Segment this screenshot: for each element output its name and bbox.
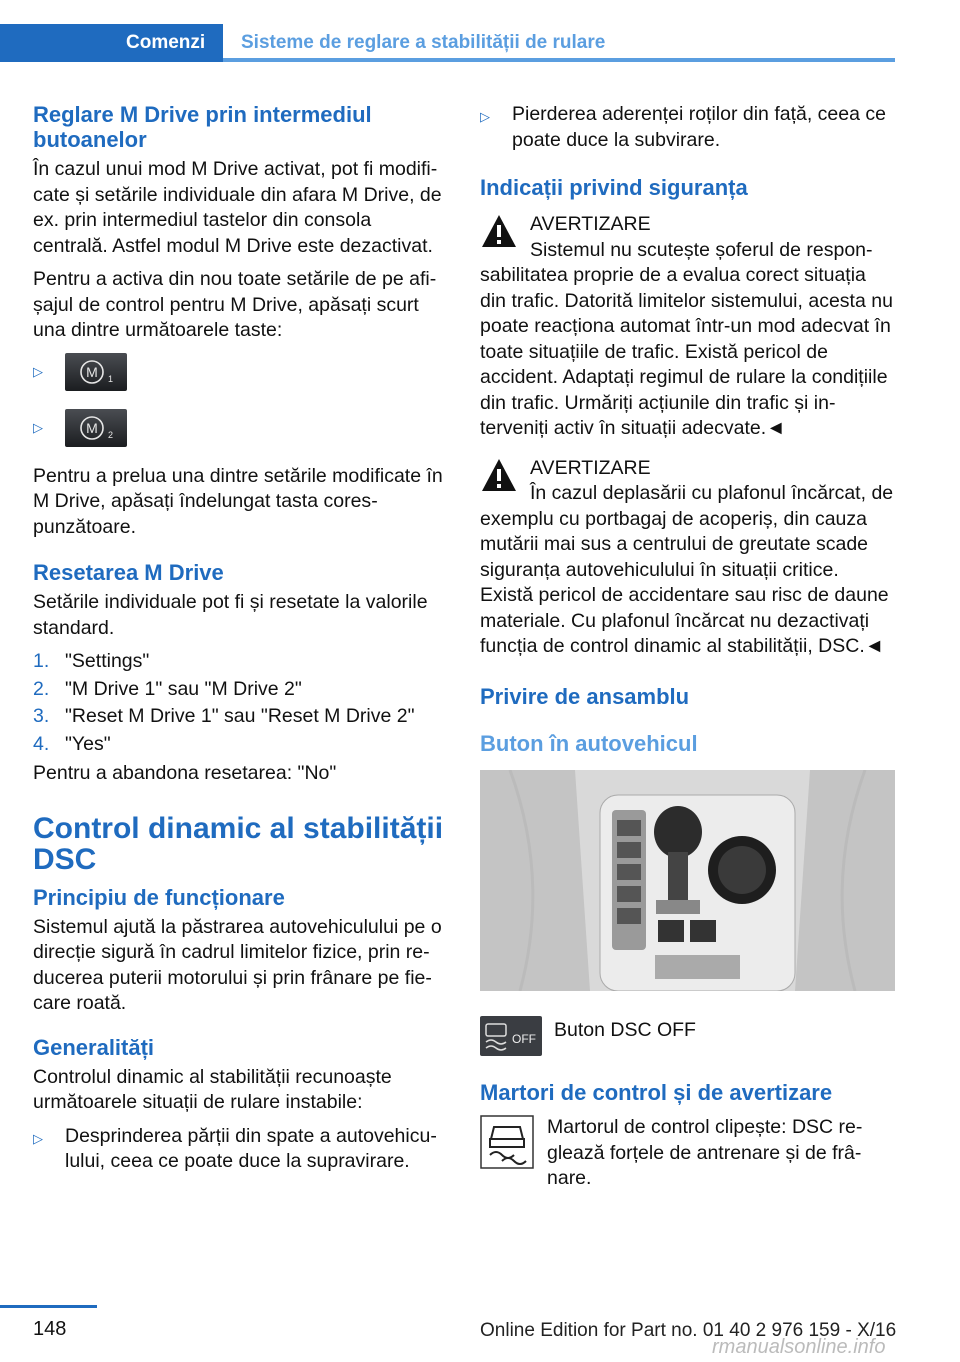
dsc-warning-lamp-icon xyxy=(480,1115,534,1169)
heading-buton: Buton în autovehicul xyxy=(480,730,698,756)
page-number: 148 xyxy=(33,1318,67,1340)
heading-generalitati: Generalități xyxy=(33,1034,155,1060)
paragraph: Pentru a activa din nou toate setările de pe afișajul de control pentru M Drive, apăsați scurt una dintre următoarele taste: xyxy=(33,268,437,341)
bullet-triangle-icon: ▷ xyxy=(480,109,490,124)
heading-privire: Privire de ansamblu xyxy=(480,683,690,709)
svg-text:M: M xyxy=(86,419,98,436)
warning-lamp-text: Martorul de control clipește: DSC reglează forțele de antrenare și de frânare. xyxy=(547,1116,863,1189)
reset-steps-list xyxy=(33,649,449,757)
warning-box xyxy=(480,456,896,660)
warning-title: AVERTIZARE xyxy=(530,213,651,235)
list-item: ▷ Desprinderea părții din spate a autovehiculului, ceea ce poate duce la supravirare. xyxy=(33,1124,449,1175)
right-column xyxy=(480,102,896,1192)
bullet-triangle-icon: ▷ xyxy=(33,363,43,379)
paragraph: Setările individuale pot fi și resetate la valorile standard. xyxy=(33,591,428,639)
warning-body: Sistemul nu scutește șoferul de responsabilitatea proprie de a evalua corect situația din trafic. Datorită limitelor sistemului, acesta nu poate reacționa automat într-un mod adecvat în toate situațiile de trafic. Există pericol de accident. Adaptați regimul de rulare la condițiile din trafic. Urmăriți acțiunile din trafic și interveniți activ în situații adecvate.◄ xyxy=(480,238,893,439)
edition-footer: Online Edition for Part no. 01 40 2 976 159 - X/16 xyxy=(480,1320,897,1341)
warning-triangle-icon xyxy=(480,212,518,250)
section-tab xyxy=(0,24,223,62)
heading-principiu: Principiu de funcționare xyxy=(33,884,285,910)
m1-button-icon xyxy=(65,353,127,391)
warning-title: AVERTIZARE xyxy=(530,456,651,479)
page-header xyxy=(0,24,895,62)
heading-reglare: Reglare M Drive prin intermediul butoanelor xyxy=(33,102,372,152)
paragraph: Pentru a prelua una dintre setările modificate în M Drive, apăsați îndelungat tasta corespunzătoare. xyxy=(33,464,443,538)
paragraph: Controlul dinamic al stabilității recunoaște următoarele situații de rulare instabile: xyxy=(33,1065,392,1113)
bullet-triangle-icon: ▷ xyxy=(33,419,43,435)
list-item: 2. "M Drive 1" sau "M Drive 2" xyxy=(33,677,302,700)
paragraph: În cazul unui mod M Drive activat, pot fi modificate și setările individuale din afara M Drive, de ex. prin intermediul tastelor din consola centrală. Astfel modul M Drive este dezactivat. xyxy=(33,158,442,257)
m2-subscript: 2 xyxy=(108,429,114,440)
list-item: 4. "Yes" xyxy=(33,732,111,755)
paragraph: Pentru a abandona resetarea: "No" xyxy=(33,762,337,784)
warning-body: În cazul deplasării cu plafonul încărcat, de exemplu cu portbagaj de acoperiș, din cauza mutării mai sus a centrului de greutate scade siguranța autovehiculului în situații critice. Există pericol de accidentare sau risc de daune materiale. Cu plafonul încărcat nu dezactivați funcția de control dinamic al stabilității, DSC.◄ xyxy=(480,482,894,657)
dsc-off-button-icon xyxy=(480,1016,542,1056)
list-item: 1. "Settings" xyxy=(33,650,150,672)
center-console-photo xyxy=(480,770,895,991)
warning-triangle-icon xyxy=(480,456,518,494)
page-number-rule xyxy=(0,1305,97,1308)
heading-indicatii: Indicații privind siguranța xyxy=(480,175,748,200)
header-rule xyxy=(223,58,895,62)
left-column xyxy=(33,102,449,1183)
m2-button-icon xyxy=(65,409,127,447)
list-item: 3. "Reset M Drive 1" sau "Reset M Drive 2" xyxy=(33,705,415,727)
m1-button-item xyxy=(33,352,449,392)
dsc-button-label: Buton DSC OFF xyxy=(554,1019,696,1041)
section-label: Comenzi xyxy=(126,32,206,53)
heading-martori: Martori de control și de avertizare xyxy=(480,1080,833,1105)
bullet-triangle-icon: ▷ xyxy=(33,1130,43,1146)
dsc-button-row xyxy=(480,1016,896,1056)
warning-box xyxy=(480,212,896,442)
dsc-off-text: OFF xyxy=(512,1032,536,1046)
chapter-title: Sisteme de reglare a stabilității de rulare xyxy=(241,32,606,53)
heading-reset: Resetarea M Drive xyxy=(33,560,224,585)
list-item: ▷ Pierderea aderenței roților din față, ceea ce poate duce la subvirare. xyxy=(480,102,896,153)
heading-dsc: Control dinamic al stabilității DSC xyxy=(33,811,444,876)
warning-lamp-item xyxy=(480,1115,896,1192)
paragraph: Sistemul ajută la păstrarea autovehiculului pe o direcție sigură în cadrul limitelor fizice, prin reducerea puterii motorului și prin frânare pe fiecare roată. xyxy=(33,915,442,1014)
svg-text:M: M xyxy=(86,363,98,380)
m2-button-item xyxy=(33,408,449,448)
watermark: rmanualsonline.info xyxy=(712,1336,886,1358)
m1-subscript: 1 xyxy=(108,373,114,384)
